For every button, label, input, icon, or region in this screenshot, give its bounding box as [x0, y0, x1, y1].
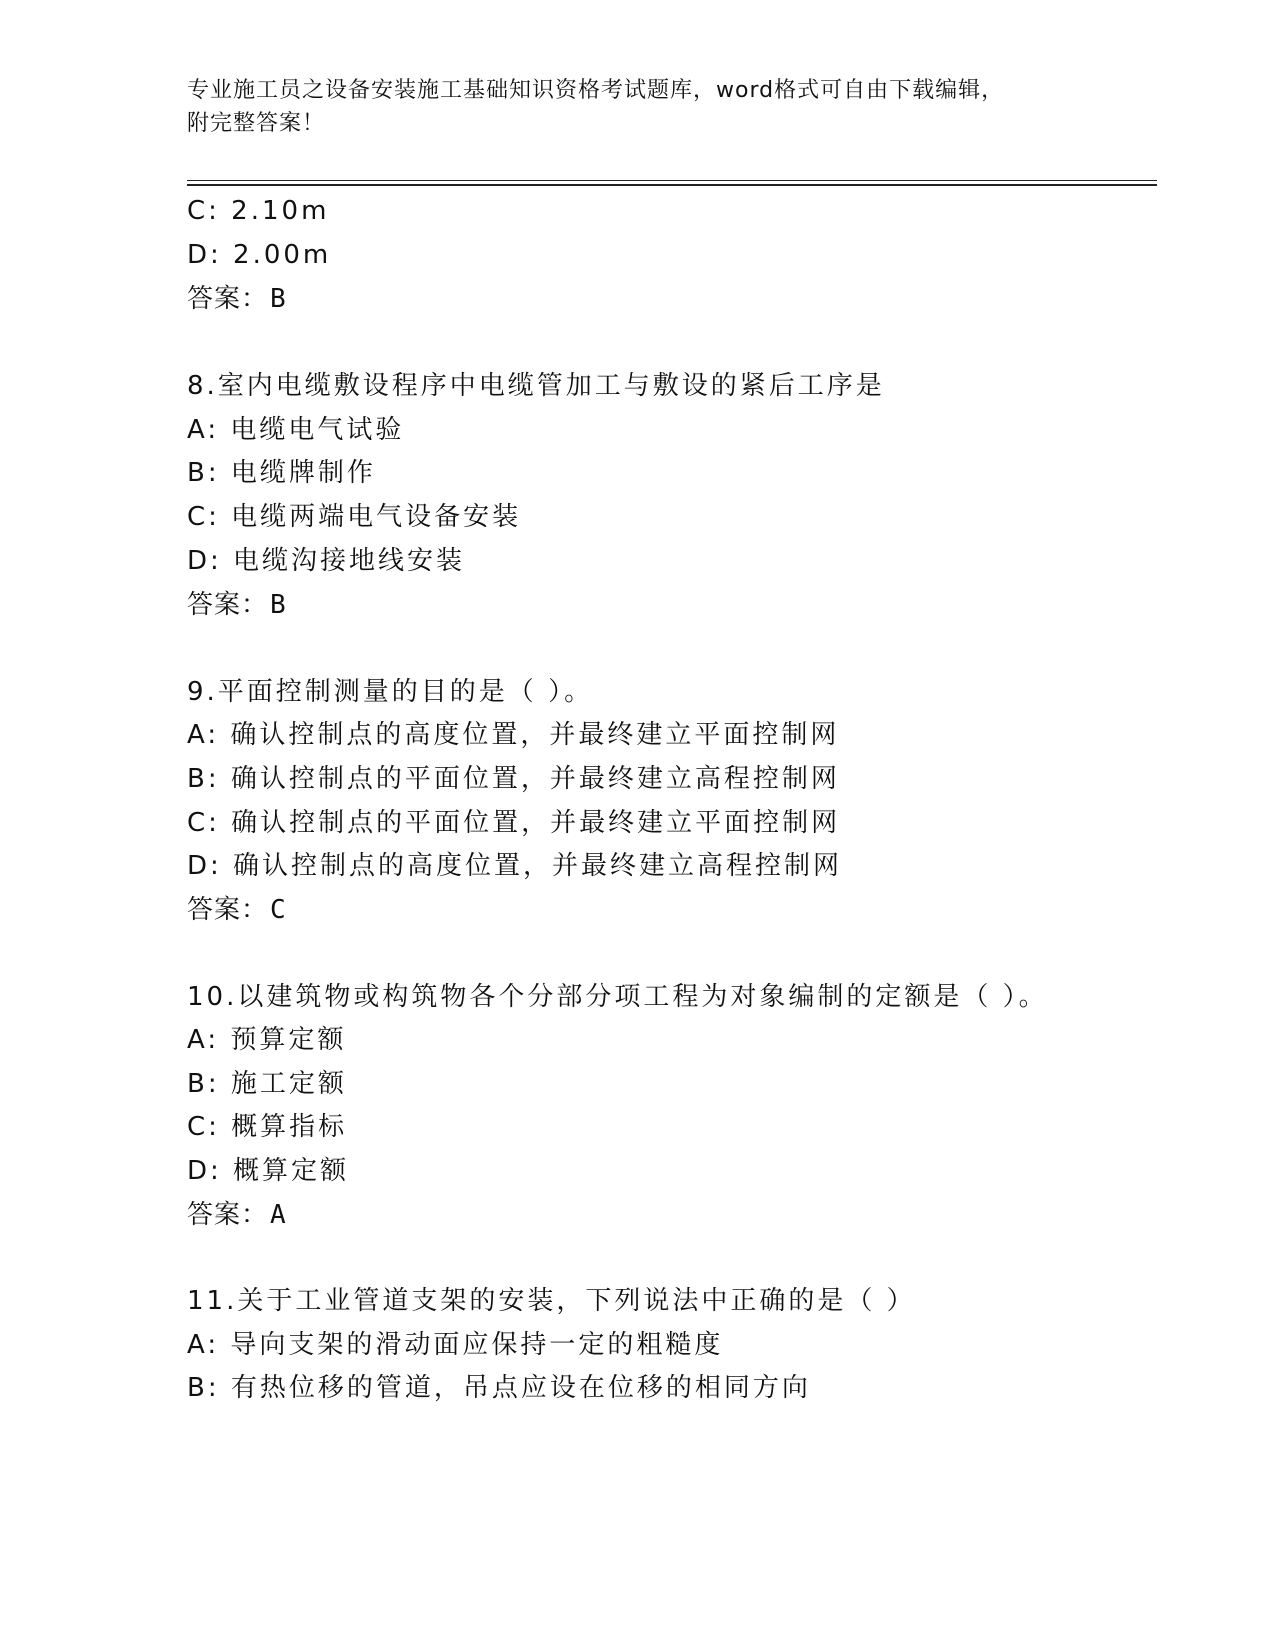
q8-option-d: D: 电缆沟接地线安装 [187, 546, 466, 576]
q8-option-a: A: 电缆电气试验 [187, 415, 405, 445]
answer-label: 答案： [187, 1200, 269, 1230]
q11-option-a: A: 导向支架的滑动面应保持一定的粗糙度 [187, 1330, 724, 1360]
answer-value: A [270, 1200, 287, 1230]
q8-option-b: B: 电缆牌制作 [187, 458, 376, 488]
q9-stem: 9.平面控制测量的目的是（ ）。 [187, 677, 594, 707]
q9-option-a: A: 确认控制点的高度位置，并最终建立平面控制网 [187, 720, 840, 750]
document-header [187, 74, 1077, 140]
q10-option-a: A: 预算定额 [187, 1025, 347, 1055]
answer-label: 答案： [187, 590, 269, 620]
header-line-2: 附完整答案！ [187, 111, 326, 136]
q7-option-d: D: 2.00m [187, 240, 332, 270]
q9-option-b: B: 确认控制点的平面位置，并最终建立高程控制网 [187, 764, 840, 794]
answer-label: 答案： [187, 895, 269, 925]
q11-option-b: B: 有热位移的管道，吊点应设在位移的相同方向 [187, 1373, 811, 1403]
header-divider-thin [187, 180, 1157, 181]
q7-option-c: C: 2.10m [187, 196, 330, 226]
q8-stem: 8.室内电缆敷设程序中电缆管加工与敷设的紧后工序是 [187, 371, 885, 401]
q8-option-c: C: 电缆两端电气设备安装 [187, 502, 522, 532]
q10-stem: 10.以建筑物或构筑物各个分部分项工程为对象编制的定额是（ ）。 [187, 982, 1048, 1012]
q10-option-c: C: 概算指标 [187, 1112, 348, 1142]
q9-answer [187, 893, 287, 927]
q10-option-b: B: 施工定额 [187, 1069, 347, 1099]
q11-stem: 11.关于工业管道支架的安装，下列说法中正确的是（ ） [187, 1286, 916, 1316]
q9-option-c: C: 确认控制点的平面位置，并最终建立平面控制网 [187, 808, 841, 838]
answer-label: 答案： [187, 284, 269, 314]
header-line-1: 专业施工员之设备安装施工基础知识资格考试题库，word格式可自由下载编辑， [187, 78, 1005, 103]
q7-answer [187, 282, 287, 316]
q10-option-d: D: 概算定额 [187, 1156, 350, 1186]
q10-answer [187, 1198, 287, 1232]
answer-value: B [270, 284, 287, 314]
q8-answer [187, 588, 287, 622]
q9-option-d: D: 确认控制点的高度位置，并最终建立高程控制网 [187, 851, 843, 881]
answer-value: B [270, 590, 287, 620]
answer-value: C [270, 895, 287, 925]
header-divider-thick [187, 184, 1157, 186]
